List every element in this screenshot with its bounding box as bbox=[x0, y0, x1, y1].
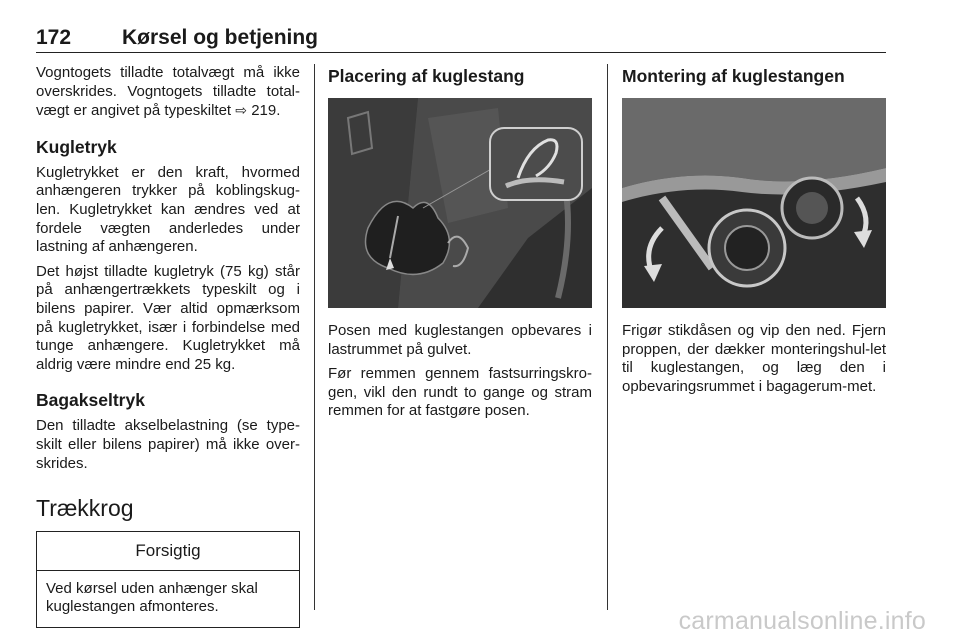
chapter-heading-traekkrog: Trækkrog bbox=[36, 495, 134, 522]
reference-page: 219. bbox=[251, 102, 281, 120]
page-header bbox=[36, 24, 886, 53]
column-right bbox=[622, 64, 886, 402]
section-heading-kugletryk: Kugletryk bbox=[36, 136, 117, 157]
caution-title: Forsigtig bbox=[37, 532, 299, 571]
column-divider bbox=[607, 64, 608, 610]
column-divider bbox=[314, 64, 315, 610]
intro-paragraph bbox=[36, 64, 300, 121]
section-heading-bagakseltryk: Bagakseltryk bbox=[36, 390, 145, 411]
caution-text: Ved kørsel uden anhænger skal kuglestangen afmonteres. bbox=[46, 579, 258, 616]
montering-paragraph: Frigør stikdåsen og vip den ned. Fjern proppen, der dækker monteringshul-let til kuglestangen, og læg den i opbevaringsrummet i bagagerum-met. bbox=[622, 322, 886, 395]
page-number: 172 bbox=[36, 26, 72, 49]
running-title: Kørsel og betjening bbox=[122, 26, 319, 49]
arrow-reference-icon: ⇨ bbox=[235, 102, 248, 119]
illustration-socket-mounting bbox=[622, 98, 886, 308]
kugletryk-paragraph-1: Kugletrykket er den kraft, hvormed anhængeren trykker på koblingskug-len. Kugletrykket kan ændres ved at fordele vægten anderledes under lastning af anhængeren. bbox=[36, 163, 300, 256]
section-heading-montering: Montering af kuglestangen bbox=[622, 66, 845, 86]
kugletryk-paragraph-2: Det højst tilladte kugletryk (75 kg) står på anhængertrækkets typeskilt og i bilens papirer. Vær altid opmærksom på kugletrykket, især i forbindelse med tunge anhængere. Kugletrykket må aldrig være mindre end 25 kg. bbox=[36, 262, 300, 373]
caution-box bbox=[36, 531, 300, 628]
placering-paragraph-1: Posen med kuglestangen opbevares i lastrummet på gulvet. bbox=[328, 322, 592, 358]
column-left bbox=[36, 64, 300, 628]
placering-paragraph-2: Før remmen gennem fastsurringskro-gen, vikl den rundt to gange og stram remmen for at fastgøre posen. bbox=[328, 365, 592, 420]
watermark: carmanualsonline.info bbox=[678, 607, 926, 635]
trunk-bag-drawing bbox=[328, 98, 592, 308]
bagakseltryk-paragraph: Den tilladte akselbelastning (se type-skilt eller bilens papirer) må ikke over-skrides. bbox=[36, 417, 300, 472]
illustration-trunk-bag bbox=[328, 98, 592, 308]
column-middle bbox=[328, 64, 592, 427]
intro-text: Vogntogets tilladte totalvægt må ikke overskrides. Vogntogets tilladte total-vægt er angivet på typeskiltet bbox=[36, 64, 300, 120]
socket-mounting-drawing bbox=[622, 98, 886, 308]
section-heading-placering: Placering af kuglestang bbox=[328, 66, 525, 86]
